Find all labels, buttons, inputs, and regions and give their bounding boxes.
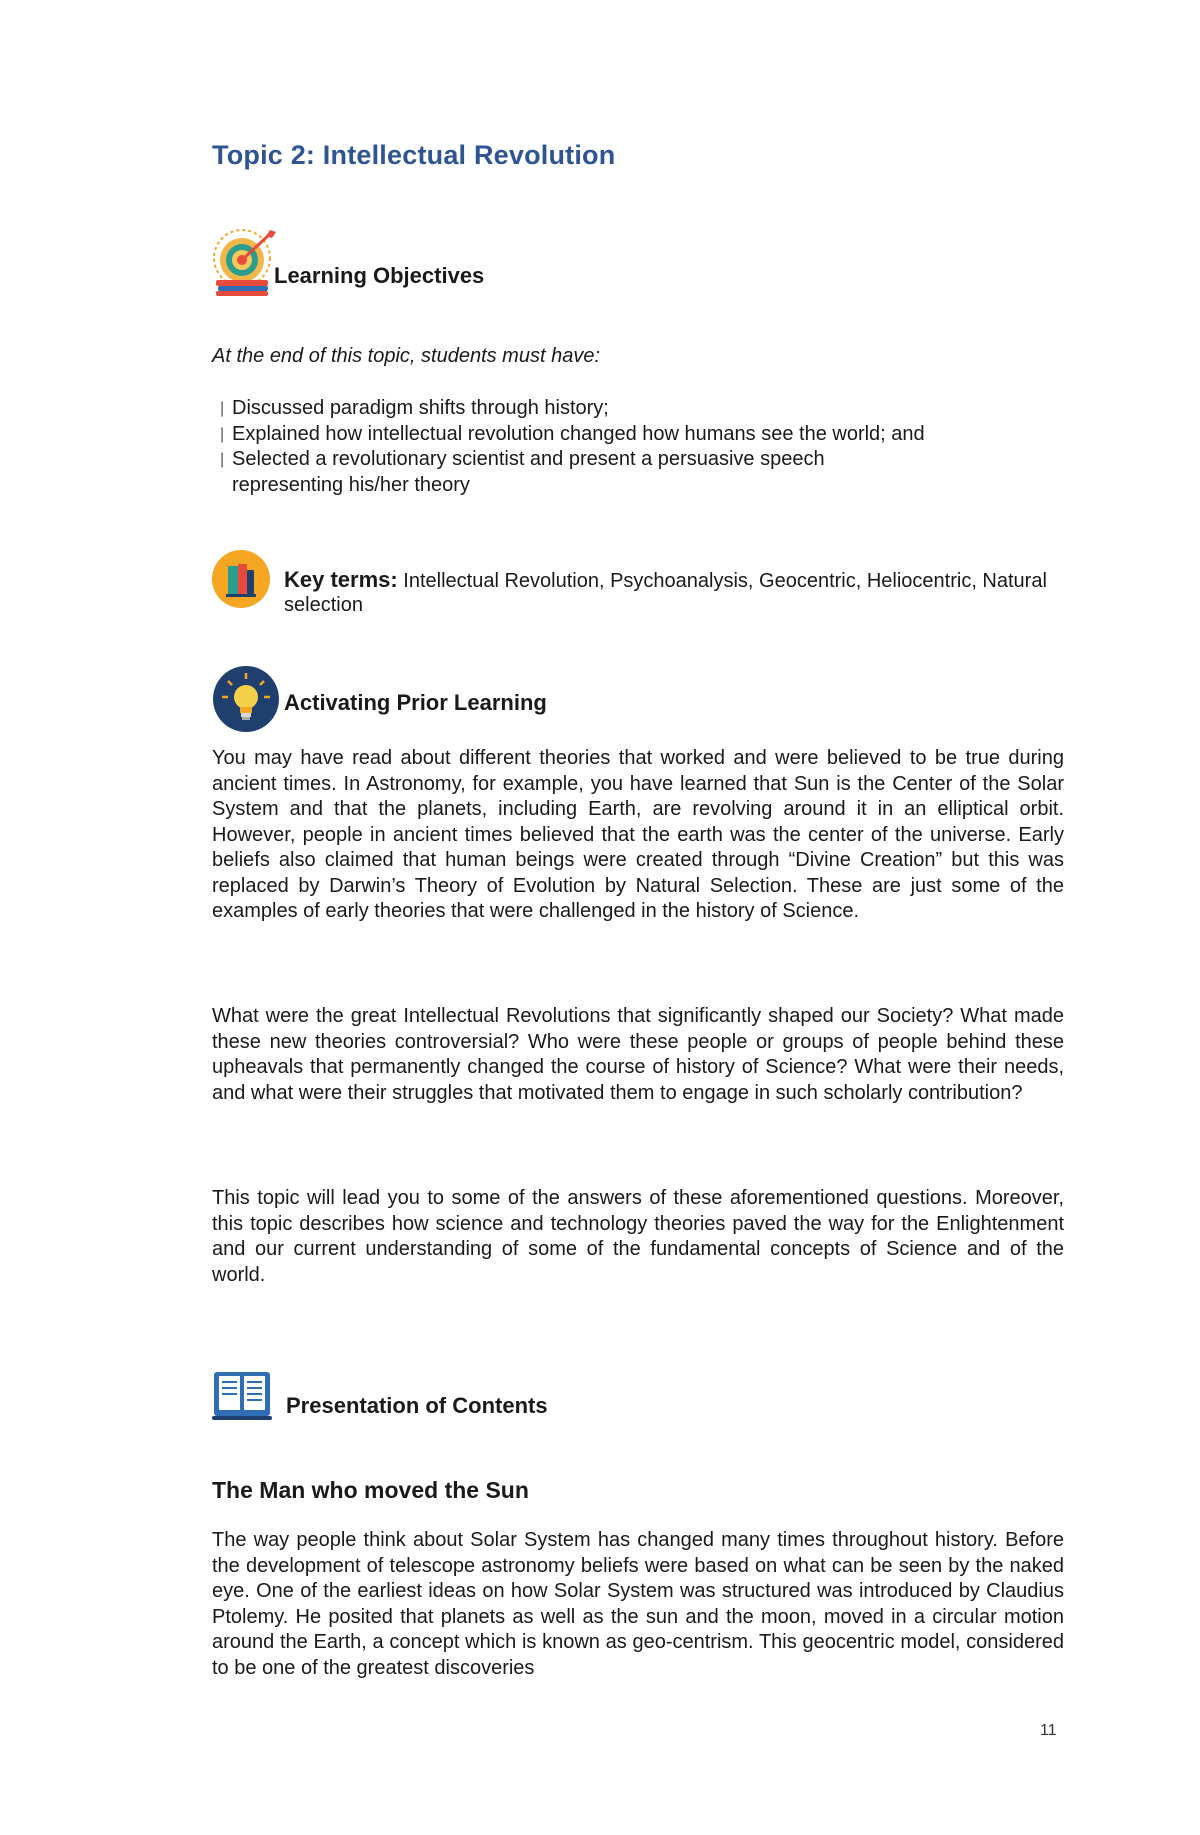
presentation-title: Presentation of Contents <box>286 1392 548 1418</box>
target-icon <box>212 228 278 303</box>
key-terms-text: Intellectual Revolution, Psychoanalysis, Geocentric, Heliocentric, Natural selection <box>284 570 1047 616</box>
page-number: 11 <box>1040 1722 1057 1739</box>
bullet-icon: | <box>220 400 225 417</box>
activating-paragraph-3: This topic will lead you to some of the answers of these aforementioned questions. Moreover, this topic describes how science and technology theories paved the way for the Enlightenment and our current understanding of some of the fundamental concepts of Science and of the world. <box>212 1187 1064 1286</box>
bullet-icon: | <box>220 451 225 468</box>
activating-prior-learning-heading <box>212 665 547 738</box>
list-item: | Explained how intellectual revolution changed how humans see the world; and <box>222 422 998 448</box>
open-book-icon <box>212 1370 272 1427</box>
books-icon <box>212 550 270 613</box>
bullet-icon: | <box>220 425 225 443</box>
list-item: | Discussed paradigm shifts through history; <box>222 396 1022 422</box>
activating-paragraph-2: What were the great Intellectual Revolutions that significantly shaped our Society? What made these new theories controversial? Who were these people or groups of people behind these upheavals that permanently changed the course of history of Science? What were their needs, and what were their struggles that motivated them to engage in such scholarly contribution? <box>212 1005 1064 1104</box>
objectives-list <box>222 396 1022 498</box>
objectives-intro: At the end of this topic, students must have: <box>212 345 600 367</box>
presentation-paragraph: The way people think about Solar System has changed many times throughout history. Before the development of telescope astronomy beliefs were based on what can be seen by the naked eye. One of the earliest ideas on how Solar System was structured was introduced by Claudius Ptolemy. He posited that planets as well as the sun and the moon, moved in a circular motion around the Earth, a concept which is known as geo-centrism. This geocentric model, considered to be one of the greatest discoveries <box>212 1529 1064 1679</box>
key-terms-label: Key terms: <box>284 567 398 592</box>
list-item: | Selected a revolutionary scientist and present a persuasive speech representing his/her theory <box>220 448 825 496</box>
key-terms <box>284 568 1074 617</box>
activating-paragraph-1: You may have read about different theories that worked and were believed to be true during ancient times. In Astronomy, for example, you have learned that Sun is the Center of the Solar System and that the planets, including Earth, are revolving around it in an elliptical orbit. However, people in ancient times believed that the earth was the center of the universe. Early beliefs also claimed that human beings were created through “Divine Creation” but this was replaced by Darwin’s Theory of Evolution by Natural Selection. These are just some of the examples of early theories that were challenged in the history of Science. <box>212 747 1064 922</box>
learning-objectives-title: Learning Objectives <box>274 262 485 288</box>
subsection-title: The Man who moved the Sun <box>212 1477 529 1503</box>
activating-prior-learning-title: Activating Prior Learning <box>284 689 547 715</box>
presentation-heading <box>212 1370 548 1427</box>
lightbulb-icon <box>212 665 280 738</box>
topic-title: Topic 2: Intellectual Revolution <box>212 140 616 170</box>
learning-objectives-heading <box>212 228 484 303</box>
